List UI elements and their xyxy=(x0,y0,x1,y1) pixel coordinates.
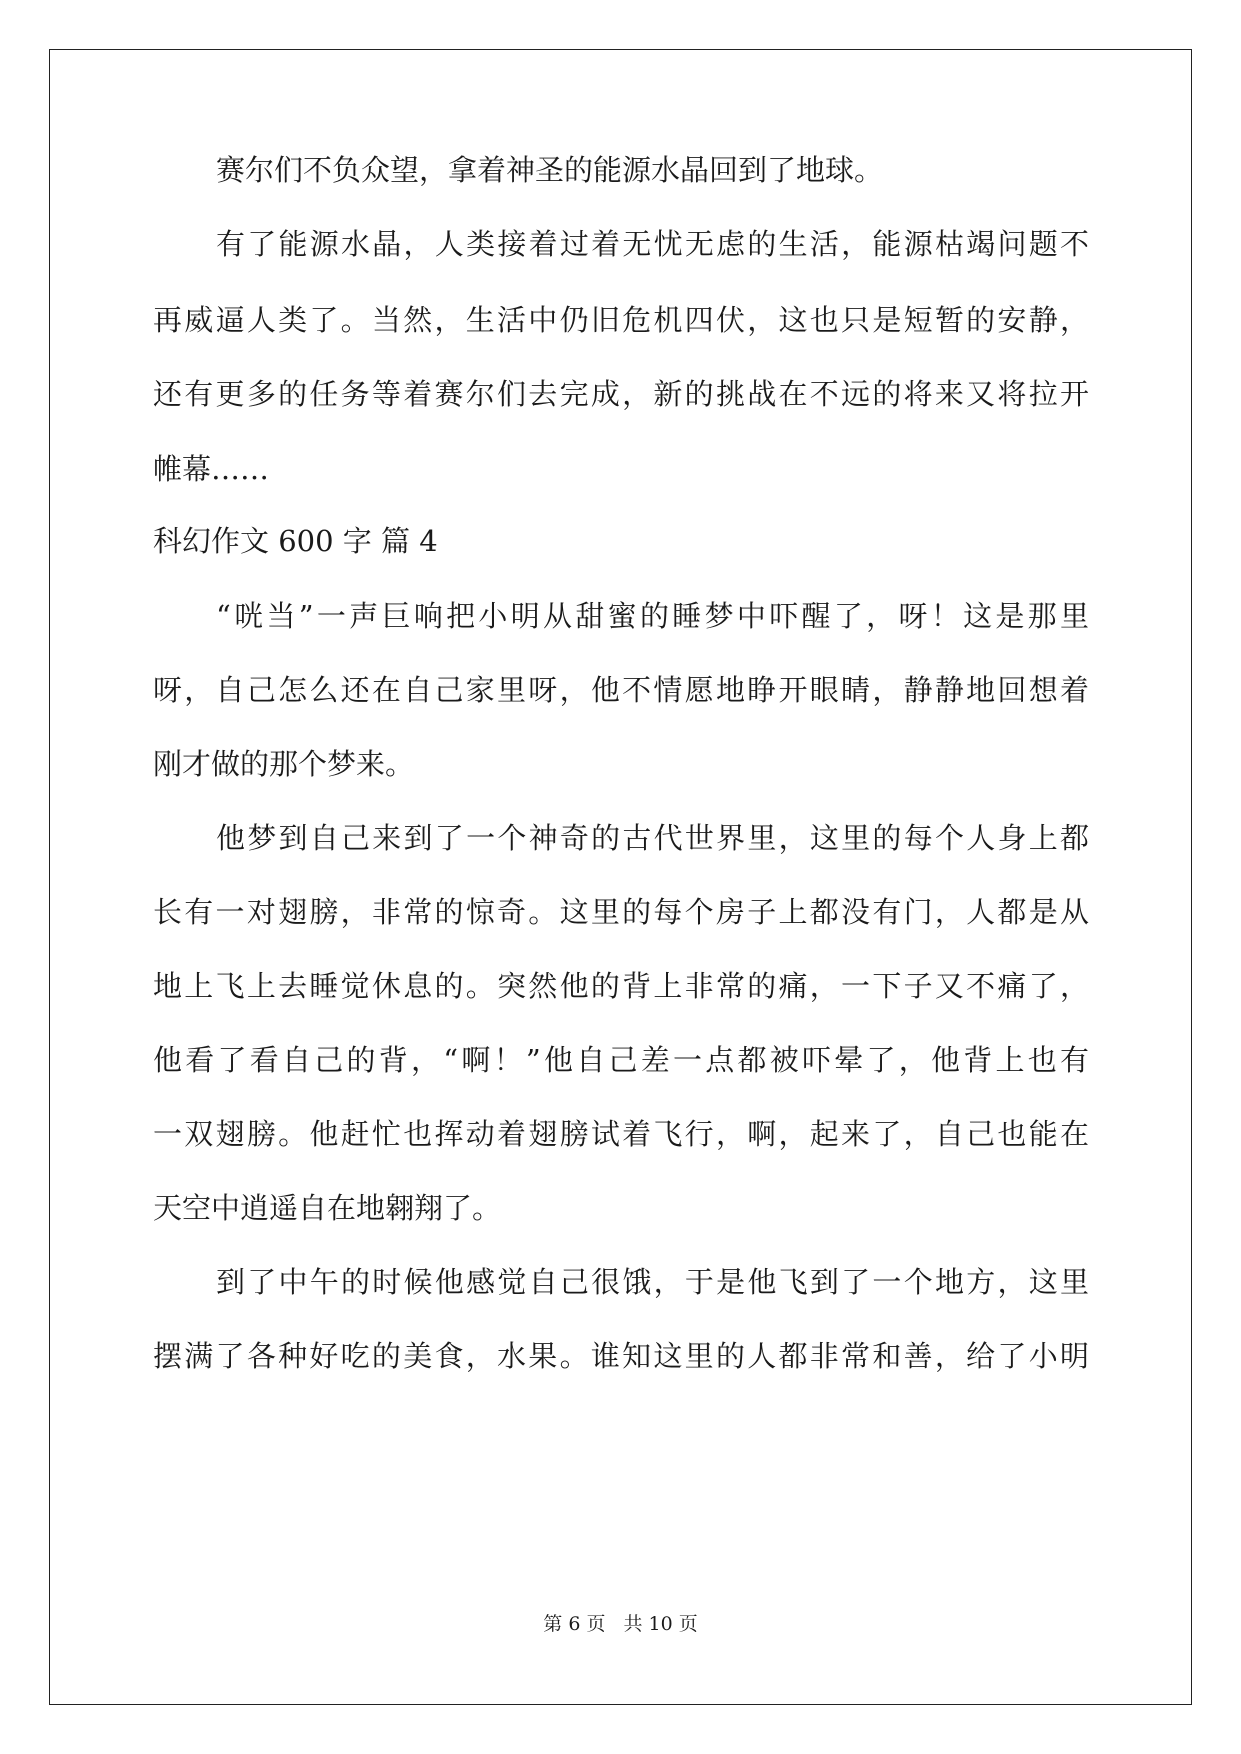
paragraph-line: 长有一对翅膀，非常的惊奇。这里的每个房子上都没有门，人都是从 xyxy=(153,895,1089,929)
paragraph-line: 地上飞上去睡觉休息的。突然他的背上非常的痛，一下子又不痛了， xyxy=(153,969,1089,1003)
paragraph-line: 有了能源水晶，人类接着过着无忧无虑的生活，能源枯竭问题不 xyxy=(216,227,1089,261)
paragraph-line: 呀，自己怎么还在自己家里呀，他不情愿地睁开眼睛，静静地回想着 xyxy=(153,673,1089,707)
paragraph-line: “咣当”一声巨响把小明从甜蜜的睡梦中吓醒了，呀！这是那里 xyxy=(216,599,1089,633)
paragraph-line: 还有更多的任务等着赛尔们去完成，新的挑战在不远的将来又将拉开 xyxy=(153,377,1089,411)
paragraph-line: 赛尔们不负众望，拿着神圣的能源水晶回到了地球。 xyxy=(216,153,884,187)
paragraph-line: 一双翅膀。他赶忙也挥动着翅膀试着飞行，啊，起来了，自己也能在 xyxy=(153,1117,1089,1151)
page-footer xyxy=(0,1612,1241,1636)
paragraph-line: 帷幕…… xyxy=(153,452,270,486)
page-number: 第 6 页 xyxy=(543,1613,606,1635)
section-heading: 科幻作文 600 字 篇 4 xyxy=(153,524,438,558)
paragraph-line: 他看了看自己的背，“啊！”他自己差一点都被吓晕了，他背上也有 xyxy=(153,1043,1089,1077)
paragraph-line: 他梦到自己来到了一个神奇的古代世界里，这里的每个人身上都 xyxy=(216,821,1089,855)
paragraph-line: 摆满了各种好吃的美食，水果。谁知这里的人都非常和善，给了小明 xyxy=(153,1339,1089,1373)
paragraph-line: 刚才做的那个梦来。 xyxy=(153,747,415,781)
paragraph-line: 天空中逍遥自在地翱翔了。 xyxy=(153,1191,502,1225)
paragraph-line: 再威逼人类了。当然，生活中仍旧危机四伏，这也只是短暂的安静， xyxy=(153,303,1089,337)
page-border xyxy=(49,49,1192,1705)
paragraph-line: 到了中午的时候他感觉自己很饿，于是他飞到了一个地方，这里 xyxy=(216,1265,1089,1299)
page-total: 共 10 页 xyxy=(623,1613,698,1635)
